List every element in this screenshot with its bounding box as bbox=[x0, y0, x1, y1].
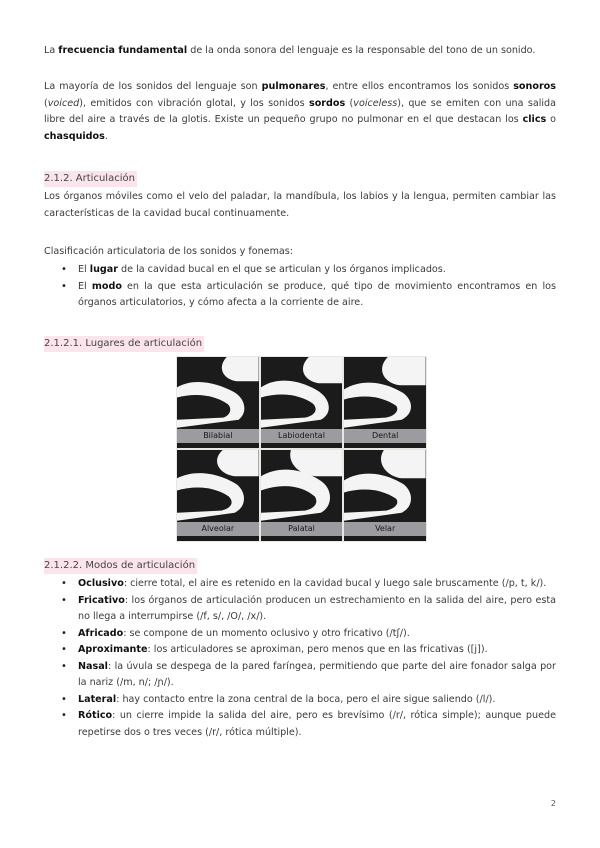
text-run: : un cierre impide la salida del aire, pero es brevísimo (/r/, rótica simple); aunque puede repetirse dos o tres veces (/r/, rótica múltiple). bbox=[78, 710, 556, 738]
figure-label: Palatal bbox=[261, 522, 343, 536]
bold-term: modo bbox=[91, 280, 122, 292]
figure-panel-alveolar bbox=[177, 450, 259, 541]
text-run: : los articuladores se aproximan, pero menos que en las fricativas ([j]). bbox=[147, 644, 488, 655]
page-number: 2 bbox=[550, 799, 556, 808]
modes-list bbox=[44, 576, 556, 741]
figure-panel-labiodental bbox=[261, 357, 343, 448]
list-item bbox=[44, 626, 556, 643]
section-heading-lugares: 2.1.2.1. Lugares de articulación bbox=[44, 336, 204, 352]
text-run: . bbox=[104, 130, 108, 142]
classification-list bbox=[44, 262, 556, 312]
text-run: ( bbox=[345, 97, 354, 109]
text-run: La bbox=[44, 45, 59, 56]
figure-label: Bilabial bbox=[177, 429, 259, 443]
list-item bbox=[44, 262, 556, 279]
section-heading-modos: 2.1.2.2. Modos de articulación bbox=[44, 558, 197, 574]
list-item bbox=[44, 659, 556, 692]
figure-label: Dental bbox=[344, 429, 426, 443]
text-run: ( bbox=[44, 97, 48, 109]
bold-term: Rótico bbox=[78, 710, 113, 721]
text-run: o bbox=[546, 114, 557, 125]
italic-term: voiced bbox=[47, 97, 80, 109]
bold-term: Oclusivo bbox=[78, 578, 124, 589]
figure-panel-velar bbox=[344, 450, 426, 541]
list-item bbox=[44, 708, 556, 741]
text-run: : cierre total, el aire es retenido en la cavidad bucal y luego sale bruscamente (/p, t, k/). bbox=[123, 578, 547, 589]
classification-intro: Clasificación articulatoria de los sonidos y fonemas: bbox=[44, 246, 294, 257]
articulacion-paragraph: Los órganos móviles como el velo del paladar, la mandíbula, los labios y la lengua, permiten cambiar las características de la cavidad bucal continuamente. bbox=[44, 191, 556, 219]
bold-term: sordos bbox=[309, 97, 346, 109]
bold-term: Fricativo bbox=[78, 594, 125, 606]
text-run: : hay contacto entre la zona central de la boca, pero el aire sigue saliendo (/l/). bbox=[116, 693, 496, 705]
articulation-places-figure bbox=[176, 356, 427, 542]
list-item bbox=[44, 576, 556, 593]
bold-term: pulmonares bbox=[261, 81, 326, 92]
text-run: , entre ellos encontramos los sonidos bbox=[325, 81, 514, 92]
intro-paragraph-2 bbox=[44, 79, 556, 145]
figure-label: Velar bbox=[344, 522, 426, 536]
text-run: El bbox=[78, 280, 92, 292]
figure-label: Alveolar bbox=[177, 522, 259, 536]
figure-panel-bilabial bbox=[177, 357, 259, 448]
bold-term: Lateral bbox=[78, 693, 117, 705]
bold-term: Aproximante bbox=[78, 644, 148, 655]
figure-panel-palatal bbox=[261, 450, 343, 541]
text-run: de la onda sonora del lenguaje es la responsable del tono de un sonido. bbox=[187, 45, 536, 56]
list-item bbox=[44, 642, 556, 659]
text-run: El bbox=[78, 264, 90, 275]
bold-term: lugar bbox=[89, 264, 118, 275]
list-item bbox=[44, 593, 556, 626]
bold-term: Africado bbox=[78, 627, 124, 639]
figure-panel-dental bbox=[344, 357, 426, 448]
bold-term: clics bbox=[522, 114, 547, 125]
text-run: ), emitidos con vibración glotal, y los sonidos bbox=[79, 97, 309, 109]
text-run: de la cavidad bucal en el que se articulan y los órganos implicados. bbox=[117, 264, 446, 275]
bold-term: chasquidos bbox=[44, 130, 105, 142]
intro-paragraph-1 bbox=[44, 43, 556, 60]
section-heading-articulacion: 2.1.2. Articulación bbox=[44, 171, 137, 187]
text-run: La mayoría de los sonidos del lenguaje son bbox=[44, 81, 262, 92]
list-item bbox=[44, 279, 556, 312]
bold-term: sonoros bbox=[513, 81, 556, 92]
bold-term: frecuencia fundamental bbox=[58, 45, 188, 56]
figure-label: Labiodental bbox=[261, 429, 343, 443]
text-run: : se compone de un momento oclusivo y otro fricativo (/tʃ/). bbox=[123, 627, 410, 639]
text-run: : la úvula se despega de la pared faríngea, permitiendo que parte del aire fonador salga por la nariz (/m, n/; /ɲ/). bbox=[78, 660, 556, 688]
bold-term: Nasal bbox=[78, 660, 108, 672]
text-run: : los órganos de articulación producen un estrechamiento en la salida del aire, pero esta no llega a interrumpirse (/f, s/, /O/, /x/). bbox=[78, 594, 556, 622]
italic-term: voiceless bbox=[353, 97, 398, 109]
text-run: ), que se emiten con una salida libre del aire a través de la glotis. Existe un pequeño grupo no pulmonar en el que destacan los bbox=[44, 97, 556, 125]
list-item bbox=[44, 692, 556, 709]
text-run: en la que esta articulación se produce, qué tipo de movimiento encontramos en los órganos articulatorios, y cómo afecta a la corriente de aire. bbox=[78, 280, 556, 308]
